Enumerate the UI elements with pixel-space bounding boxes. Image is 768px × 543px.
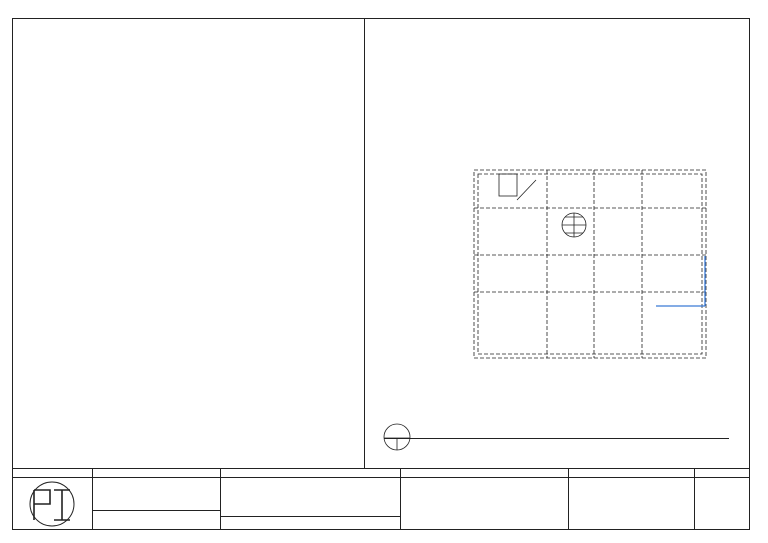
plan-title-underline [384,438,729,439]
tie-beam-inner [478,174,702,354]
instructor-cell [400,468,568,530]
architect-label [93,468,220,478]
foundation-plan-drawing [366,60,750,410]
instructor-label [401,468,568,478]
sheet-divider [364,18,365,468]
project-cell [220,468,400,530]
stair-detail [499,174,517,196]
logo-cell [12,468,92,530]
logo-label [12,468,92,478]
sheet-number-label [695,468,750,478]
architect-cell [92,468,220,530]
tie-beam-outline [474,170,706,358]
logo-mark [20,480,84,528]
section-symbol [383,422,411,452]
sheet-number-cell [694,468,750,530]
project-label [221,468,400,478]
construction-notes [44,34,344,55]
sheet-contents-cell [568,468,694,530]
title-block [12,468,750,530]
sheet-contents-label [569,468,694,478]
